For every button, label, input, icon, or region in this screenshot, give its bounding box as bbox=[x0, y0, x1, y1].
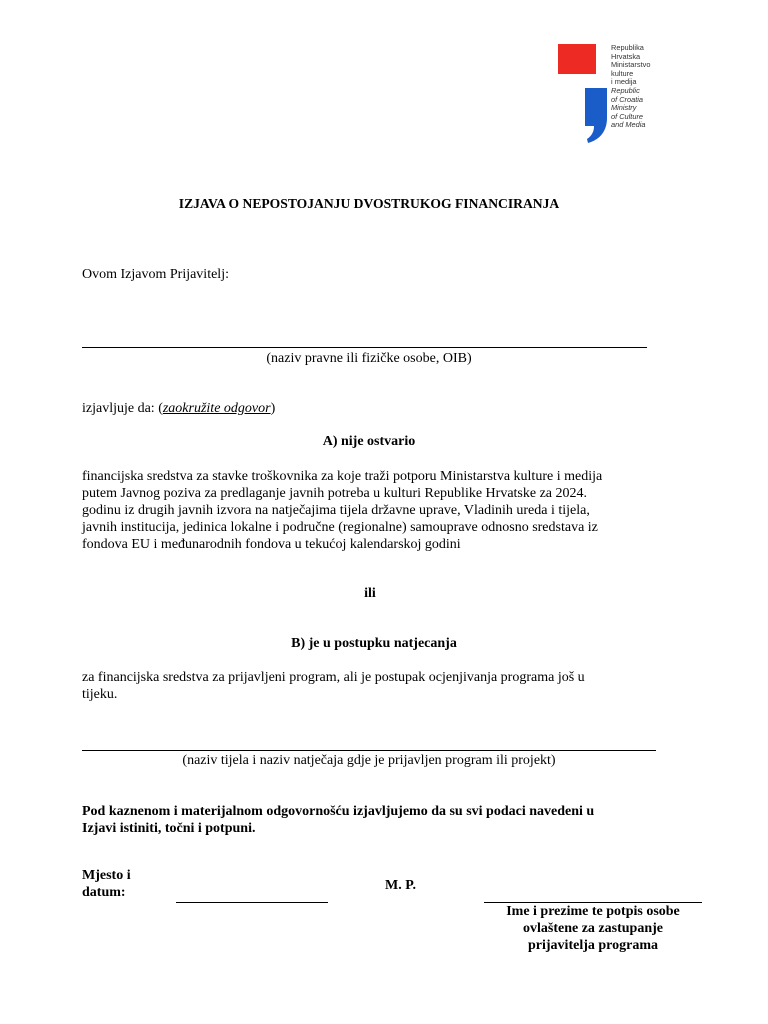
or-text: ili bbox=[364, 586, 376, 601]
declares-instruction: zaokružite odgovor bbox=[162, 401, 271, 416]
option-a-line: godinu iz drugih javnih izvora na natječajima tijela državne uprave, Vladinih ureda i tijela, bbox=[82, 503, 590, 518]
place-date-field-line[interactable] bbox=[176, 902, 328, 903]
option-b-label[interactable]: B) je u postupku natjecanja bbox=[291, 636, 457, 651]
option-a-text bbox=[82, 468, 660, 553]
declares-text bbox=[82, 400, 275, 417]
option-b-line: tijeku. bbox=[82, 687, 118, 702]
logo-hr-line: Ministarstvo bbox=[611, 60, 651, 70]
logo-en-line: Ministry bbox=[611, 103, 637, 113]
applicant-name-line[interactable] bbox=[82, 347, 647, 348]
liability-statement bbox=[82, 803, 702, 837]
ministry-logo-text bbox=[611, 44, 691, 130]
option-a-line: financijska sredstva za stavke troškovnika za koje traži potporu Ministarstva kulture i medija bbox=[82, 469, 603, 484]
logo-blue-comma-icon bbox=[585, 88, 607, 143]
logo-en-line: of Croatia bbox=[611, 94, 644, 104]
logo-hr-line: kulture bbox=[611, 68, 634, 78]
option-b-text bbox=[82, 669, 660, 703]
intro-text: Ovom Izjavom Prijavitelj: bbox=[82, 267, 229, 282]
logo-en-line: Republic bbox=[611, 85, 640, 95]
competition-caption: (naziv tijela i naziv natječaja gdje je prijavljen program ili projekt) bbox=[182, 753, 556, 768]
logo-hr-line: i medija bbox=[611, 77, 637, 87]
place-date-line: datum: bbox=[82, 885, 126, 900]
applicant-caption: (naziv pravne ili fizičke osobe, OIB) bbox=[266, 351, 472, 366]
logo-hr-line: Hrvatska bbox=[611, 51, 641, 61]
signature-caption-line: Ime i prezime te potpis osobe bbox=[506, 904, 680, 919]
declares-suffix: ) bbox=[270, 401, 276, 416]
logo-en-line: of Culture bbox=[611, 111, 644, 121]
liability-line: Pod kaznenom i materijalnom odgovornošću izjavljujemo da su svi podaci navedeni u bbox=[82, 804, 595, 819]
option-a-line: fondova EU i međunarodnih fondova u tekućoj kalendarskoj godini bbox=[82, 537, 461, 552]
logo-hr-line: Republika bbox=[611, 43, 644, 52]
place-date-line: Mjesto i bbox=[82, 868, 131, 883]
competition-body-line[interactable] bbox=[82, 750, 656, 751]
document-title: IZJAVA O NEPOSTOJANJU DVOSTRUKOG FINANCIRANJA bbox=[178, 196, 560, 211]
signature-caption-line: ovlaštene za zastupanje bbox=[523, 921, 663, 936]
option-b-line: za financijska sredstva za prijavljeni program, ali je postupak ocjenjivanja programa još u bbox=[82, 670, 585, 685]
signature-caption bbox=[484, 903, 702, 954]
option-a-line: putem Javnog poziva za predlaganje javnih potreba u kulturi Republike Hrvatske za 2024. bbox=[82, 486, 588, 501]
liability-line: Izjavi istiniti, točni i potpuni. bbox=[82, 821, 256, 836]
place-date-label bbox=[82, 867, 131, 901]
logo-red-square bbox=[558, 44, 596, 74]
logo-en-line: and Media bbox=[611, 120, 646, 130]
signature-caption-line: prijavitelja programa bbox=[528, 938, 658, 953]
seal-label: M. P. bbox=[385, 878, 416, 893]
option-a-label[interactable]: A) nije ostvario bbox=[322, 434, 416, 449]
declares-prefix: izjavljuje da: ( bbox=[82, 401, 163, 416]
option-a-line: javnih institucija, jedinica lokalne i područne (regionalne) samouprave odnosno sredstava iz bbox=[82, 520, 598, 535]
